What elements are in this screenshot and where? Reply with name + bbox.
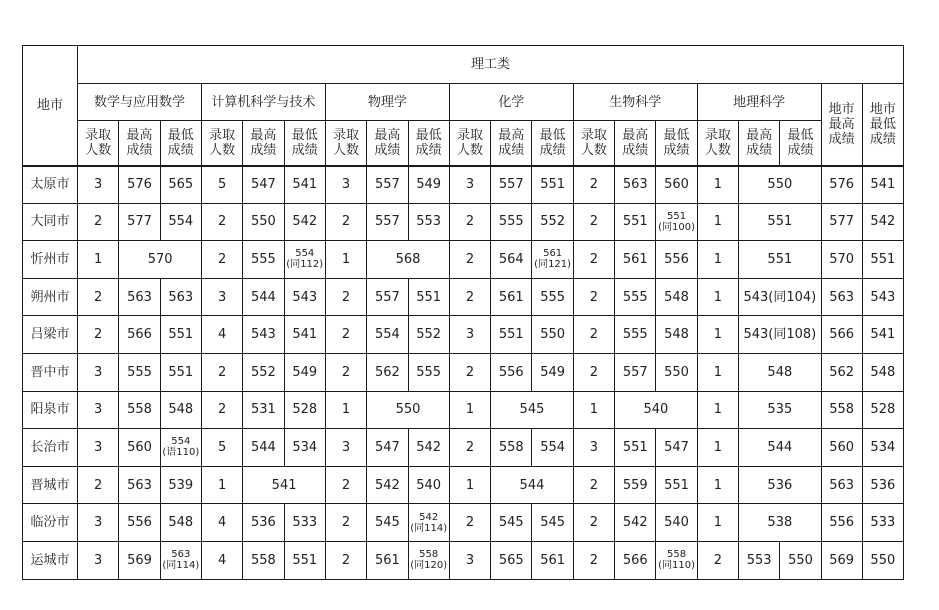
score-cell: 542 [615,504,656,542]
score-value: 551 [667,210,687,222]
col-header-max: 最高 成绩 [367,121,408,166]
score-cell: 1 [697,429,738,467]
score-cell: 2 [325,316,366,354]
score-cell: 2 [449,241,490,279]
score-cell: 5 [201,166,242,204]
score-cell: 1 [573,391,614,429]
city-name: 太原市 [23,166,78,204]
score-cell: 2 [201,203,242,241]
score-value: 554 [171,436,191,448]
score-cell: 2 [325,278,366,316]
score-cell: 5 [201,429,242,467]
table-row [23,466,904,504]
score-cell: 563 [821,278,862,316]
score-cell: 2 [697,541,738,579]
header-city-min [862,84,903,166]
score-cell: 552 [532,203,573,241]
score-cell: 549 [284,353,325,391]
score-cell: 542 [408,429,449,467]
score-cell: 2 [449,353,490,391]
score-cell: 541 [862,166,903,204]
score-cell: 542 [367,466,408,504]
score-cell: 2 [573,166,614,204]
score-cell: 558 [491,429,532,467]
score-cell: 1 [697,166,738,204]
score-cell: 553 [739,541,780,579]
score-cell: 566 [119,316,160,354]
score-cell: 543 [243,316,284,354]
score-cell [532,241,573,279]
score-cell: 551 [656,466,697,504]
header-category: 理工类 [78,46,904,84]
subject-header: 物理学 [325,84,449,121]
score-cell: 3 [325,166,366,204]
table-row [23,541,904,579]
score-cell: 561 [491,278,532,316]
score-cell: 543 [284,278,325,316]
score-cell: 3 [201,278,242,316]
col-header-count: 录取 人数 [78,121,119,166]
score-cell: 2 [449,203,490,241]
score-cell: 534 [862,429,903,467]
col-header-max: 最高 成绩 [119,121,160,166]
score-cell: 561 [532,541,573,579]
subject-header: 化学 [449,84,573,121]
score-cell: 558 [119,391,160,429]
city-name: 运城市 [23,541,78,579]
score-cell: 550 [243,203,284,241]
score-cell: 2 [573,203,614,241]
score-cell: 1 [697,278,738,316]
score-cell: 2 [325,203,366,241]
score-cell: 544 [243,429,284,467]
score-cell: 543 [862,278,903,316]
score-cell: 545 [491,391,574,429]
score-note: (同110) [658,560,695,572]
score-cell: 549 [408,166,449,204]
score-note: (同121) [534,259,572,271]
score-cell: 561 [367,541,408,579]
subject-header: 计算机科学与技术 [201,84,325,121]
score-cell: 3 [573,429,614,467]
score-cell: 3 [78,353,119,391]
score-cell: 2 [449,429,490,467]
score-cell: 550 [367,391,450,429]
score-cell: 577 [821,203,862,241]
score-cell: 552 [243,353,284,391]
city-name: 晋城市 [23,466,78,504]
score-cell: 557 [615,353,656,391]
col-header-count: 录取 人数 [325,121,366,166]
score-cell: 551 [532,166,573,204]
score-cell: 555 [491,203,532,241]
score-cell: 551 [160,316,201,354]
score-cell: 556 [491,353,532,391]
score-cell: 550 [656,353,697,391]
city-name: 忻州市 [23,241,78,279]
score-cell: 550 [862,541,903,579]
score-note: (同114) [410,522,448,534]
score-cell [656,203,697,241]
score-cell: 2 [449,278,490,316]
score-cell: 528 [862,391,903,429]
score-cell: 551 [408,278,449,316]
score-cell: 2 [201,353,242,391]
score-cell: 1 [697,316,738,354]
score-cell [656,541,697,579]
score-cell: 556 [119,504,160,542]
score-cell [408,504,449,542]
col-header-count: 录取 人数 [697,121,738,166]
score-cell: 4 [201,316,242,354]
score-cell: 560 [656,166,697,204]
score-cell: 531 [243,391,284,429]
col-header-min: 最低 成绩 [160,121,201,166]
score-cell: 2 [573,353,614,391]
score-cell: 543(同104) [739,278,822,316]
score-cell: 548 [656,278,697,316]
table-row [23,278,904,316]
city-name: 临汾市 [23,504,78,542]
table-row [23,203,904,241]
score-cell: 558 [243,541,284,579]
score-cell: 569 [821,541,862,579]
city-name: 吕梁市 [23,316,78,354]
score-note: (同100) [658,221,695,233]
score-cell: 528 [284,391,325,429]
score-cell: 554 [160,203,201,241]
score-cell: 550 [739,166,822,204]
score-cell: 563 [615,166,656,204]
score-cell: 560 [119,429,160,467]
city-name: 大同市 [23,203,78,241]
score-cell: 570 [821,241,862,279]
score-cell: 533 [284,504,325,542]
score-cell: 548 [160,504,201,542]
col-header-max: 最高 成绩 [243,121,284,166]
score-value: 561 [543,248,563,260]
score-cell: 3 [449,166,490,204]
table-row [23,504,904,542]
score-cell: 1 [325,391,366,429]
score-cell: 566 [821,316,862,354]
subject-header: 地理科学 [697,84,821,121]
col-header-count: 录取 人数 [201,121,242,166]
score-cell: 535 [739,391,822,429]
score-cell: 1 [697,203,738,241]
score-cell: 576 [821,166,862,204]
table-row [23,353,904,391]
score-cell: 548 [160,391,201,429]
score-cell: 1 [201,466,242,504]
score-value: 542 [419,511,439,523]
score-cell: 2 [573,504,614,542]
col-header-min: 最低 成绩 [780,121,821,166]
score-cell: 551 [862,241,903,279]
score-cell: 570 [119,241,202,279]
score-cell: 2 [325,353,366,391]
city-name: 朔州市 [23,278,78,316]
subject-header: 生物科学 [573,84,697,121]
score-note: (语110) [162,447,200,459]
score-cell: 555 [615,316,656,354]
score-cell: 541 [243,466,326,504]
table-row [23,391,904,429]
col-header-max: 最高 成绩 [739,121,780,166]
score-cell: 2 [325,466,366,504]
col-header-min: 最低 成绩 [284,121,325,166]
score-cell: 3 [449,541,490,579]
table-row [23,316,904,354]
score-note: (同114) [162,560,200,572]
score-cell: 2 [325,541,366,579]
score-cell: 1 [697,504,738,542]
score-cell: 555 [243,241,284,279]
score-cell: 536 [862,466,903,504]
score-cell: 2 [573,541,614,579]
score-cell [284,241,325,279]
col-header-max: 最高 成绩 [615,121,656,166]
score-note: (同120) [410,560,448,572]
score-cell: 557 [367,278,408,316]
score-cell: 3 [78,429,119,467]
score-cell: 561 [615,241,656,279]
admission-table-container [22,45,904,580]
score-cell: 536 [243,504,284,542]
score-cell: 543(同108) [739,316,822,354]
score-cell: 544 [491,466,574,504]
score-cell: 547 [243,166,284,204]
score-cell: 3 [78,391,119,429]
score-cell: 3 [78,166,119,204]
score-cell: 549 [532,353,573,391]
score-cell: 557 [367,203,408,241]
col-header-min: 最低 成绩 [408,121,449,166]
score-cell: 1 [449,466,490,504]
score-cell: 1 [697,466,738,504]
score-cell: 551 [615,429,656,467]
score-cell: 534 [284,429,325,467]
score-cell: 576 [119,166,160,204]
score-cell: 547 [367,429,408,467]
score-cell: 559 [615,466,656,504]
score-cell: 540 [656,504,697,542]
score-cell: 569 [119,541,160,579]
score-cell: 553 [408,203,449,241]
score-cell: 563 [160,278,201,316]
header-city-min-text: 地市 最低 成绩 [869,101,896,147]
score-cell: 555 [615,278,656,316]
score-cell: 2 [573,316,614,354]
col-header-max: 最高 成绩 [491,121,532,166]
score-cell: 550 [780,541,821,579]
score-value: 558 [667,549,687,561]
score-cell: 3 [325,429,366,467]
score-cell: 560 [821,429,862,467]
score-value: 554 [295,248,315,260]
score-cell: 551 [284,541,325,579]
score-cell: 1 [325,241,366,279]
score-cell: 565 [491,541,532,579]
score-cell: 541 [284,166,325,204]
score-cell: 566 [615,541,656,579]
score-cell: 4 [201,504,242,542]
score-cell: 564 [491,241,532,279]
score-cell: 1 [449,391,490,429]
score-cell: 1 [697,391,738,429]
score-cell: 551 [160,353,201,391]
score-cell: 552 [408,316,449,354]
score-cell [160,429,201,467]
score-cell: 536 [739,466,822,504]
score-cell: 563 [119,466,160,504]
score-cell: 2 [573,466,614,504]
score-cell: 568 [367,241,450,279]
score-cell: 551 [739,203,822,241]
score-cell: 2 [201,241,242,279]
score-cell: 545 [532,504,573,542]
table-row [23,166,904,204]
city-name: 晋中市 [23,353,78,391]
header-city-max [821,84,862,166]
table-row [23,429,904,467]
score-cell: 541 [284,316,325,354]
score-cell: 555 [119,353,160,391]
score-cell: 539 [160,466,201,504]
score-cell: 2 [78,316,119,354]
score-cell: 551 [615,203,656,241]
score-cell: 540 [615,391,698,429]
city-name: 阳泉市 [23,391,78,429]
score-note: (同112) [286,259,324,271]
score-cell: 548 [739,353,822,391]
admission-score-table [22,45,904,580]
score-cell: 542 [862,203,903,241]
score-cell: 545 [367,504,408,542]
score-cell: 556 [656,241,697,279]
score-cell: 551 [491,316,532,354]
score-cell: 562 [821,353,862,391]
score-cell: 2 [201,391,242,429]
subject-header: 数学与应用数学 [78,84,202,121]
score-cell: 533 [862,504,903,542]
score-cell: 2 [573,278,614,316]
score-cell: 3 [78,541,119,579]
score-cell: 2 [449,504,490,542]
score-cell: 554 [532,429,573,467]
score-cell: 2 [78,278,119,316]
score-cell: 563 [119,278,160,316]
col-header-min: 最低 成绩 [656,121,697,166]
score-cell [160,541,201,579]
score-cell: 4 [201,541,242,579]
score-value: 558 [419,549,439,561]
score-cell: 2 [78,466,119,504]
score-cell: 1 [697,241,738,279]
score-cell: 3 [449,316,490,354]
col-header-min: 最低 成绩 [532,121,573,166]
header-city-max-text: 地市 最高 成绩 [828,101,855,147]
city-name: 长治市 [23,429,78,467]
score-cell: 562 [367,353,408,391]
score-cell: 548 [656,316,697,354]
header-city: 地市 [23,46,78,166]
score-cell: 2 [78,203,119,241]
score-cell: 545 [491,504,532,542]
col-header-count: 录取 人数 [573,121,614,166]
score-cell: 540 [408,466,449,504]
score-cell: 554 [367,316,408,354]
score-cell: 557 [491,166,532,204]
score-cell: 557 [367,166,408,204]
score-cell: 563 [821,466,862,504]
score-cell: 555 [408,353,449,391]
score-cell: 577 [119,203,160,241]
score-cell: 2 [573,241,614,279]
score-cell: 544 [243,278,284,316]
score-cell: 551 [739,241,822,279]
score-cell: 550 [532,316,573,354]
score-cell: 1 [78,241,119,279]
score-cell: 2 [325,504,366,542]
score-cell: 1 [697,353,738,391]
score-cell: 3 [78,504,119,542]
col-header-count: 录取 人数 [449,121,490,166]
score-cell: 558 [821,391,862,429]
score-value: 563 [171,549,191,561]
score-cell: 555 [532,278,573,316]
score-cell: 544 [739,429,822,467]
score-cell: 547 [656,429,697,467]
score-cell [408,541,449,579]
score-cell: 538 [739,504,822,542]
score-cell: 548 [862,353,903,391]
score-cell: 542 [284,203,325,241]
score-cell: 556 [821,504,862,542]
score-cell: 541 [862,316,903,354]
score-cell: 565 [160,166,201,204]
table-row [23,241,904,279]
